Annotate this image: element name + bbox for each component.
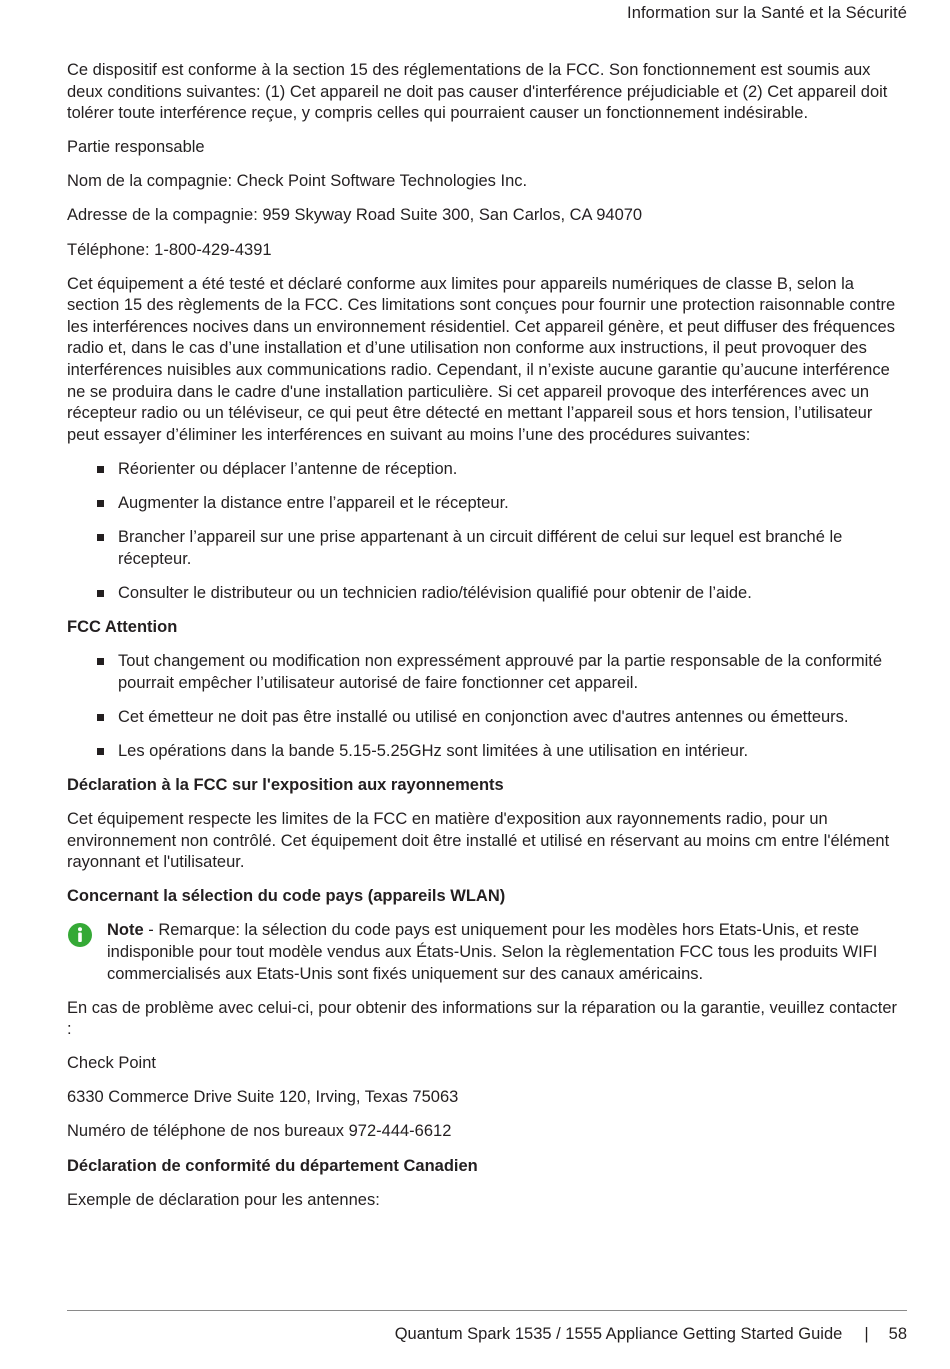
paragraph-contact-intro: En cas de problème avec celui-ci, pour obtenir des informations sur la réparation ou la garantie, veuillez contacter :	[67, 998, 898, 1039]
footer-divider	[67, 1310, 907, 1311]
fcc-attention-list	[67, 651, 902, 762]
page-number: 58	[888, 1325, 907, 1343]
heading-country-code: Concernant la sélection du code pays (appareils WLAN)	[67, 887, 506, 906]
footer-guide-title: Quantum Spark 1535 / 1555 Appliance Getting Started Guide	[394, 1325, 843, 1343]
list-item: Brancher l’appareil sur une prise appartenant à un circuit différent de celui sur lequel est branché le récepteur.	[67, 527, 902, 570]
page-footer	[395, 1325, 907, 1344]
heading-radiation-exposure: Déclaration à la FCC sur l'exposition aux rayonnements	[67, 775, 504, 794]
paragraph-fcc-compliance: Ce dispositif est conforme à la section 15 des réglementations de la FCC. Son fonctionnement est soumis aux deux conditions suivantes: (1) Cet appareil ne doit pas causer d'interférence préjudiciable et (2) Cet appareil doit tolérer toute interférence reçue, y compris celles qui pourraient causer un fonctionnement indésirable.	[67, 61, 888, 123]
paragraph-contact-address: 6330 Commerce Drive Suite 120, Irving, Texas 75063	[67, 1088, 459, 1107]
paragraph-company-address: Adresse de la compagnie: 959 Skyway Road Suite 300, San Carlos, CA 94070	[67, 206, 643, 225]
heading-fcc-attention: FCC Attention	[67, 617, 178, 636]
list-item: Tout changement ou modification non expressément approuvé par la partie responsable de la conformité pourrait empêcher l’utilisateur autorisé de faire fonctionner cet appareil.	[67, 651, 902, 694]
paragraph-company-name: Nom de la compagnie: Check Point Software Technologies Inc.	[67, 172, 528, 191]
bullet-square-icon	[97, 748, 104, 755]
paragraph-antenna-example: Exemple de déclaration pour les antennes:	[67, 1190, 380, 1209]
bullet-square-icon	[97, 534, 104, 541]
paragraph-class-b-statement: Cet équipement a été testé et déclaré conforme aux limites pour appareils numériques de classe B, selon la section 15 des règlements de la FCC. Ces limitations sont conçues pour fournir une protection raisonnable contre les interférences nocives dans un environnement résidentiel. Cet appareil génère, et peut diffuser des fréquences radio et, dans le cas d’une installation et d’une utilisation non conforme aux instructions, il peut provoquer des interférences nuisibles aux communications radio. Cependant, il n’existe aucune garantie qu’aucune interférence ne se produira dans le cadre d'une installation particulière. Si cet appareil provoque des interférences avec un récepteur radio ou un téléviseur, ce qui peut être détecté en mettant l’appareil sous et hors tension, l’utilisateur peut essayer d’éliminer les interférences en suivant au moins l’une des procédures suivantes:	[67, 274, 896, 444]
bullet-square-icon	[97, 500, 104, 507]
paragraph-contact-company: Check Point	[67, 1054, 156, 1073]
list-item: Consulter le distributeur ou un technicien radio/télévision qualifié pour obtenir de l’aide.	[67, 583, 902, 605]
note-box	[67, 920, 902, 985]
heading-canadian-compliance: Déclaration de conformité du département Canadien	[67, 1156, 478, 1175]
note-text: - Remarque: la sélection du code pays est uniquement pour les modèles hors Etats-Unis, et reste indisponible pour tout modèle vendus aux États-Unis. Selon la règlementation FCC tous les produits WIFI commercialisés aux Etats-Unis sont fixés uniquement sur des canaux américains.	[107, 921, 878, 983]
paragraph-responsible-party: Partie responsable	[67, 138, 205, 157]
bullet-square-icon	[97, 590, 104, 597]
page-content	[67, 60, 902, 1224]
paragraph-company-phone: Téléphone: 1-800-429-4391	[67, 240, 272, 259]
list-item: Réorienter ou déplacer l’antenne de réception.	[67, 459, 902, 481]
list-item: Augmenter la distance entre l’appareil et le récepteur.	[67, 493, 902, 515]
footer-separator: |	[864, 1325, 869, 1343]
bullet-square-icon	[97, 714, 104, 721]
list-item: Cet émetteur ne doit pas être installé ou utilisé en conjonction avec d'autres antennes ou émetteurs.	[67, 707, 902, 729]
interference-measures-list	[67, 459, 902, 604]
paragraph-contact-phone: Numéro de téléphone de nos bureaux 972-444-6612	[67, 1122, 452, 1141]
note-label: Note	[107, 921, 144, 940]
info-icon	[67, 922, 93, 948]
running-header: Information sur la Santé et la Sécurité	[627, 4, 907, 22]
bullet-square-icon	[97, 466, 104, 473]
list-item: Les opérations dans la bande 5.15-5.25GHz sont limitées à une utilisation en intérieur.	[67, 741, 902, 763]
paragraph-radiation-exposure: Cet équipement respecte les limites de la FCC en matière d'exposition aux rayonnements radio, pour un environnement non contrôlé. Cet équipement doit être installé et utilisé en réservant au moins cm entre l'élément rayonnant et l'utilisateur.	[67, 809, 890, 872]
bullet-square-icon	[97, 658, 104, 665]
